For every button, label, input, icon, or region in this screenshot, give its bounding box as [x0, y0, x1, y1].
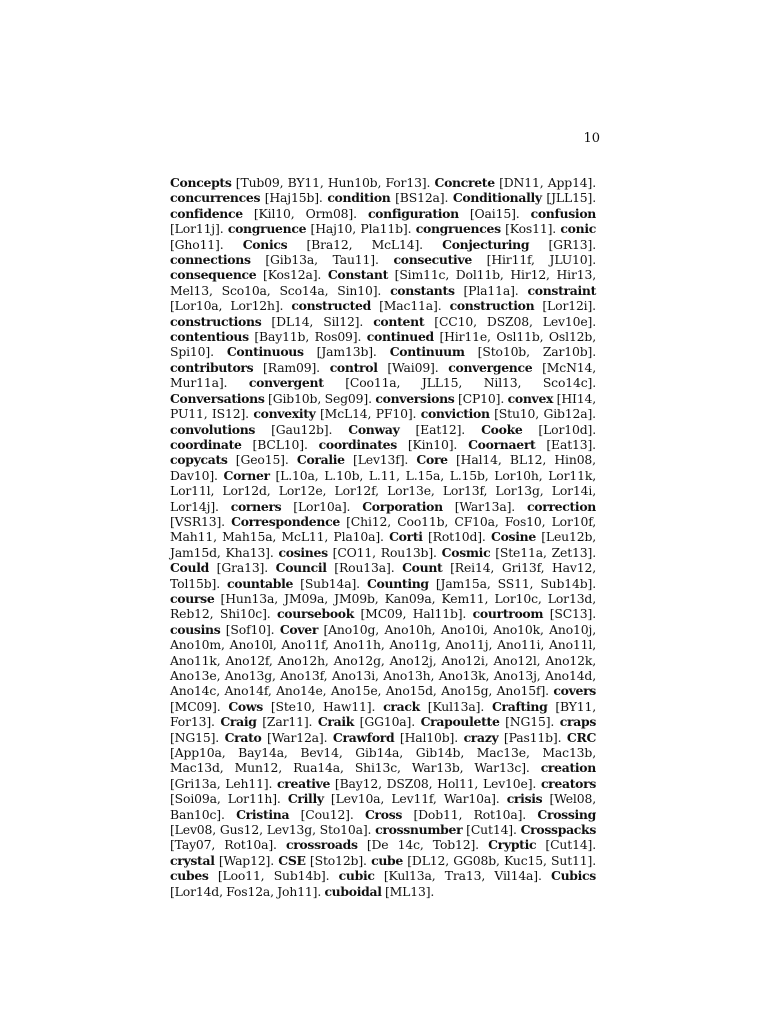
index-refs: [Cou12]. [300, 806, 354, 822]
index-term: Cubics [551, 868, 596, 884]
index-term: contributors [170, 359, 254, 375]
index-term: cosines [278, 544, 328, 560]
index-term: condition [327, 190, 391, 206]
index-entry [170, 329, 361, 344]
index-term: configuration [367, 205, 459, 221]
index-entry [442, 545, 596, 560]
index-term: correction [527, 498, 597, 514]
index-term: convergent [248, 375, 324, 391]
index-term: cubes [170, 868, 209, 884]
index-refs: [L.10a, L.10b, L.11, L.15a, L.15b, Lor10h, Lor11k, Lor11l, Lor12d, Lor12e, Lor12f, Lor13e, Lor13f, Lor13g, Lor14i, Lor14j]. [170, 467, 596, 514]
index-refs: [Coo11a, JLL15, Nil13, Sco14c]. [345, 375, 596, 391]
index-term: crack [383, 698, 420, 714]
index-entry [383, 699, 484, 714]
index-term: Corti [389, 529, 423, 545]
index-term: Conics [242, 236, 288, 252]
index-entry [339, 868, 542, 883]
index-refs: [Wai09]. [387, 359, 439, 375]
index-term: crystal [170, 852, 215, 868]
index-term: Constant [327, 267, 389, 283]
index-refs: [DL14, Sil12]. [271, 313, 364, 329]
index-refs: [Rei14, Gri13f, Hav12, Tol15b]. [170, 560, 597, 591]
index-entry [249, 375, 596, 390]
index-term: Coralie [296, 452, 345, 468]
index-entry [236, 807, 354, 822]
index-term: copycats [170, 452, 228, 468]
index-term: crossnumber [375, 822, 463, 838]
index-refs: [Sim11c, Dol11b, Hir12, Hir13, Mel13, Sco10a, Sco14a, Sin10]. [170, 267, 596, 298]
index-term: content [373, 313, 425, 329]
index-term: Crafting [491, 698, 548, 714]
index-entry [253, 406, 416, 421]
index-refs: [HI14, PU11, IS12]. [170, 390, 596, 422]
index-entry [286, 837, 479, 852]
index-entry [170, 853, 274, 868]
index-refs: [Eat12]. [415, 421, 466, 437]
index-entry [231, 499, 351, 514]
index-refs: [Tub09, BY11, Hun10b, For13]. [235, 175, 431, 190]
index-term: constraint [527, 282, 596, 298]
index-entry [373, 314, 596, 329]
index-term: Crato [224, 729, 262, 745]
index-refs: [BS12a]. [395, 190, 449, 206]
index-refs: [McL14, PF10]. [319, 406, 417, 422]
index-refs: [Haj10, Pla11b]. [310, 221, 412, 237]
index-entry [170, 391, 372, 406]
index-refs: [Sub14a]. [300, 575, 360, 591]
index-term: creation [540, 760, 596, 776]
index-refs: [Lor10a, Lor12h]. [170, 298, 284, 314]
index-term: control [329, 359, 378, 375]
index-entry [481, 422, 596, 437]
index-term: Cosine [491, 529, 536, 545]
index-refs: [BCL10]. [252, 436, 308, 452]
index-refs: [Gib13a, Tau11]. [265, 252, 379, 268]
index-refs: [GG10a]. [359, 714, 416, 730]
index-term: covers [553, 683, 596, 699]
index-refs: [Mac11a]. [379, 298, 442, 314]
index-entry [421, 406, 596, 421]
index-refs: [Sof10]. [225, 621, 275, 637]
index-refs: [Pas11b]. [503, 729, 562, 745]
index-refs: [Wap12]. [218, 852, 275, 868]
index-term: CSE [278, 852, 306, 868]
index-term: coursebook [277, 606, 355, 622]
index-term: Coornaert [468, 436, 536, 452]
index-term: Corner [223, 467, 270, 483]
index-refs: [Hal10b]. [399, 729, 459, 745]
index-entry [362, 499, 515, 514]
index-term: Council [275, 560, 327, 576]
index-refs: [Hir11e, Osl11b, Osl12b, Spi10]. [170, 329, 596, 360]
index-entry [170, 175, 430, 190]
index-refs: [Kul13a, Tra13, Vil14a]. [383, 868, 542, 884]
index-refs: [VSR13]. [170, 513, 225, 529]
index-entry [453, 190, 596, 205]
index-term: constructions [170, 313, 262, 329]
index-refs: [Rot10d]. [428, 529, 486, 545]
index-entry [291, 298, 441, 313]
index-refs: [MC09, Hal11b]. [360, 606, 467, 622]
index-entry [375, 391, 504, 406]
page-number: 10 [583, 131, 600, 146]
index-term: Crapoulette [420, 714, 500, 730]
index-refs: [SC13]. [549, 606, 596, 622]
index-refs: [Gri13a, Leh11]. [170, 775, 273, 791]
index-entry [319, 437, 458, 452]
index-refs: [Bay11b, Ros09]. [254, 329, 362, 345]
index-refs: [Gib10b, Seg09]. [268, 390, 372, 406]
index-term: constructed [291, 298, 371, 314]
index-refs: [Dob11, Rot10a]. [413, 806, 527, 822]
index-entry [488, 837, 596, 852]
index-refs: [Stu10, Gib12a]. [494, 406, 596, 422]
index-term: Crosspacks [520, 822, 596, 838]
index-entry [170, 868, 329, 883]
index-term: Corporation [362, 498, 443, 514]
index-term: crossroads [285, 837, 358, 853]
index-refs: [Cut14]. [545, 837, 597, 853]
index-entry [435, 175, 597, 190]
index-refs: [Sto10b, Zar10b]. [477, 344, 597, 360]
index-term: Could [170, 560, 210, 576]
index-refs: [MC09]. [170, 698, 221, 714]
index-term: convolutions [170, 421, 256, 437]
index-entry [220, 714, 312, 729]
index-entry [277, 606, 466, 621]
index-refs: [Lor10d]. [538, 421, 596, 437]
index-entry [318, 714, 415, 729]
index-term: Conversations [170, 390, 265, 406]
index-refs: [Wel08, Ban10c]. [170, 791, 596, 822]
index-term: coordinates [318, 436, 397, 452]
index-entry [243, 237, 423, 252]
index-refs: [Ste11a, Zet13]. [495, 544, 596, 560]
index-refs: [Soi09a, Lor11h]. [170, 791, 281, 807]
index-term: Conway [348, 421, 400, 437]
index-refs: [Geo15]. [235, 452, 289, 468]
index-refs: [Oai15]. [469, 205, 520, 221]
index-term: Counting [366, 575, 429, 591]
index-entry [393, 252, 596, 267]
index-refs: [Gau12b]. [271, 421, 333, 437]
index-refs: [Bay12, DSZ08, Hol11, Lev10e]. [334, 775, 537, 791]
index-term: confidence [170, 205, 243, 221]
index-entry [170, 452, 289, 467]
index-refs: [McN14, Mur11a]. [170, 359, 597, 391]
index-term: creators [540, 775, 597, 791]
index-refs: [Loo11, Sub14b]. [217, 868, 330, 884]
index-term: Crossing [537, 806, 596, 822]
index-term: constants [390, 282, 455, 298]
index-refs: [Sto12b]. [309, 852, 367, 868]
index-term: Crilly [287, 791, 324, 807]
index-term: Concepts [170, 175, 232, 190]
index-term: courtroom [472, 606, 544, 622]
index-term: Concrete [434, 175, 495, 190]
index-term: craps [559, 714, 597, 730]
index-term: Cows [228, 698, 263, 714]
index-term: connections [170, 252, 251, 268]
index-refs: [Gra13]. [216, 560, 269, 576]
index-refs: [ML13]. [384, 883, 435, 899]
index-term: Correspondence [231, 513, 340, 529]
index-entry [277, 776, 536, 791]
index-entry [333, 730, 458, 745]
index-refs: [NG15]. [170, 729, 220, 745]
index-term: Continuum [389, 344, 465, 360]
index-term: Cryptic [488, 837, 537, 853]
index-refs: [Lor12i]. [542, 298, 596, 314]
index-refs: [Kin10]. [407, 436, 458, 452]
index-entry [170, 560, 268, 575]
index-entry [227, 576, 360, 591]
index-term: contentious [170, 329, 249, 345]
index-entry [389, 529, 486, 544]
index-refs: [App10a, Bay14a, Bev14, Gib14a, Gib14b, Mac13e, Mac13b, Mac13d, Mun12, Rua14a, Shi13c, War13b, War13c]. [170, 745, 596, 776]
index-term: convex [507, 390, 554, 406]
index-entry [473, 606, 596, 621]
index-entry [348, 422, 465, 437]
index-entry [170, 190, 323, 205]
index-term: Craig [220, 714, 257, 730]
index-refs: [JLL15]. [546, 190, 597, 206]
index-refs: [Kos11]. [505, 221, 557, 237]
index-refs: [Rou13a]. [334, 560, 395, 576]
index-entry [276, 560, 395, 575]
index-term: confusion [530, 205, 596, 221]
index-entry [450, 298, 596, 313]
index-refs: [Tay07, Rot10a]. [170, 837, 277, 853]
index-term: Cross [365, 806, 403, 822]
index-refs: [Eat13]. [546, 436, 596, 452]
index-refs: [Kil10, Orm08]. [253, 205, 357, 221]
index-refs: [Hal14, BL12, Hin08, Dav10]. [170, 452, 596, 483]
index-refs: [Lor10a]. [293, 498, 351, 514]
index-term: crisis [506, 791, 543, 807]
index-refs: [Chi12, Coo11b, CF10a, Fos10, Lor10f, Mah11, Mah15a, McL11, Pla10a]. [170, 513, 597, 545]
index-refs: [Kos12a]. [263, 267, 322, 283]
index-refs: [GR13]. [548, 236, 596, 252]
index-entry [416, 221, 556, 236]
index-entry [278, 853, 367, 868]
index-refs: [Kul13a]. [427, 698, 485, 714]
index-entry [170, 206, 357, 221]
index-term: continued [366, 329, 434, 345]
index-entry [368, 206, 520, 221]
index-entry [170, 437, 308, 452]
index-term: Cosmic [441, 544, 491, 560]
index-entry [170, 360, 320, 375]
index-term: congruence [227, 221, 307, 237]
index-refs: [Pla11a]. [463, 282, 519, 298]
index-term: coordinate [170, 436, 242, 452]
index-term: congruences [415, 221, 501, 237]
index-term: Conditionally [452, 190, 542, 206]
index-refs: [De 14c, Tob12]. [366, 837, 479, 853]
index-entry [421, 714, 555, 729]
index-entry [390, 344, 596, 359]
index-term: consecutive [393, 252, 472, 268]
index-refs: [CO11, Rou13b]. [332, 544, 437, 560]
index-refs: [CC10, DSZ08, Lev10e]. [434, 313, 596, 329]
index-refs: [Lev10a, Lev11f, War10a]. [330, 791, 500, 807]
index-entry [371, 853, 596, 868]
index-entry [365, 807, 526, 822]
index-entry [227, 344, 377, 359]
index-term: corners [230, 498, 282, 514]
index-entry [228, 221, 412, 236]
index-entry [375, 822, 517, 837]
index-entry [324, 884, 434, 899]
index-refs: [Zar11]. [262, 714, 313, 730]
index-term: Craik [317, 714, 355, 730]
index-refs: [Ste10, Haw11]. [270, 698, 376, 714]
index-refs: [Leu12b, Jam15d, Kha13]. [170, 529, 597, 560]
index-entry [170, 252, 379, 267]
index-refs: [BY11, For13]. [170, 698, 597, 730]
index-refs: [Lor11j]. [170, 221, 224, 237]
index-refs: [CP10]. [457, 390, 505, 406]
index-term: convergence [448, 359, 533, 375]
index-term: concurrences [170, 190, 261, 206]
index-term: Crawford [332, 729, 395, 745]
index-entry [288, 791, 500, 806]
index-term: crazy [463, 729, 499, 745]
index-term: conviction [420, 406, 490, 422]
index-term: Cooke [481, 421, 523, 437]
index-entry [330, 360, 439, 375]
index-term: cubic [338, 868, 375, 884]
index-term: Continuous [226, 344, 304, 360]
index-term: Core [416, 452, 448, 468]
index-refs: [War12a]. [267, 729, 328, 745]
index-entry [367, 576, 596, 591]
index-refs: [Haj15b]. [264, 190, 323, 206]
index-refs: [Ram09]. [263, 359, 320, 375]
index-term: conic [560, 221, 596, 237]
index-term: CRC [566, 729, 597, 745]
index-entry [390, 283, 519, 298]
index-entry [170, 422, 332, 437]
index-refs: [DN11, App14]. [499, 175, 597, 190]
index-entry [279, 545, 437, 560]
index-refs: [Jam15a, SS11, Sub14b]. [435, 575, 597, 591]
index-refs: [Jam13b]. [316, 344, 377, 360]
index-entry [327, 190, 448, 205]
index-entry [468, 437, 596, 452]
index-entry [170, 314, 363, 329]
index-entry [297, 452, 408, 467]
index-refs: [War13a]. [454, 498, 516, 514]
index-term: countable [227, 575, 294, 591]
index-term: Conjecturing [442, 236, 530, 252]
index-term: cuboidal [324, 883, 382, 899]
index-entry [464, 730, 562, 745]
index-refs: [Cut14]. [466, 822, 517, 838]
index-term: conversions [375, 390, 455, 406]
index-refs: [NG15]. [505, 714, 555, 730]
index-entry [442, 237, 596, 252]
index-refs: [Lev08, Gus12, Lev13g, Sto10a]. [170, 822, 372, 838]
index-entry [228, 699, 375, 714]
index-term: construction [449, 298, 535, 314]
index-entry [225, 730, 328, 745]
index-term: creative [277, 775, 331, 791]
index-entry [170, 267, 321, 282]
index-term: cousins [170, 621, 221, 637]
index-refs: [Hir11f, JLU10]. [486, 252, 596, 268]
index-refs: [Gho11]. [170, 236, 224, 252]
index-body [170, 175, 596, 899]
index-refs: [Hun13a, JM09a, JM09b, Kan09a, Kem11, Lor10c, Lor13d, Reb12, Shi10c]. [170, 590, 596, 622]
index-term: Cristina [236, 806, 290, 822]
index-term: consequence [170, 267, 257, 283]
index-refs: [DL12, GG08b, Kuc15, Sut11]. [407, 852, 596, 868]
index-entry [170, 622, 274, 637]
index-term: Count [402, 560, 443, 576]
index-term: cube [371, 852, 403, 868]
index-term: convexity [253, 406, 316, 422]
index-refs: [Lev13f]. [353, 452, 409, 468]
index-refs: [Ano10g, Ano10h, Ano10i, Ano10k, Ano10j, Ano10m, Ano10l, Ano11f, Ano11h, Ano11g, Ano11j, Ano11i, Ano11l, Ano11k, Ano12f, Ano12h, Ano12g, Ano12j, Ano12i, Ano12l, Ano12k, Ano13e, Ano13g, Ano13f, Ano13i, Ano13h, Ano13k, Ano13j, Ano14d, Ano14c, Ano14f, Ano14e, Ano15e, Ano15d, Ano15g, Ano15f]. [170, 621, 596, 699]
index-term: course [170, 590, 215, 606]
index-refs: [Lor14d, Fos12a, Joh11]. [170, 883, 322, 899]
index-refs: [Bra12, McL14]. [306, 236, 423, 252]
index-term: Cover [279, 621, 319, 637]
